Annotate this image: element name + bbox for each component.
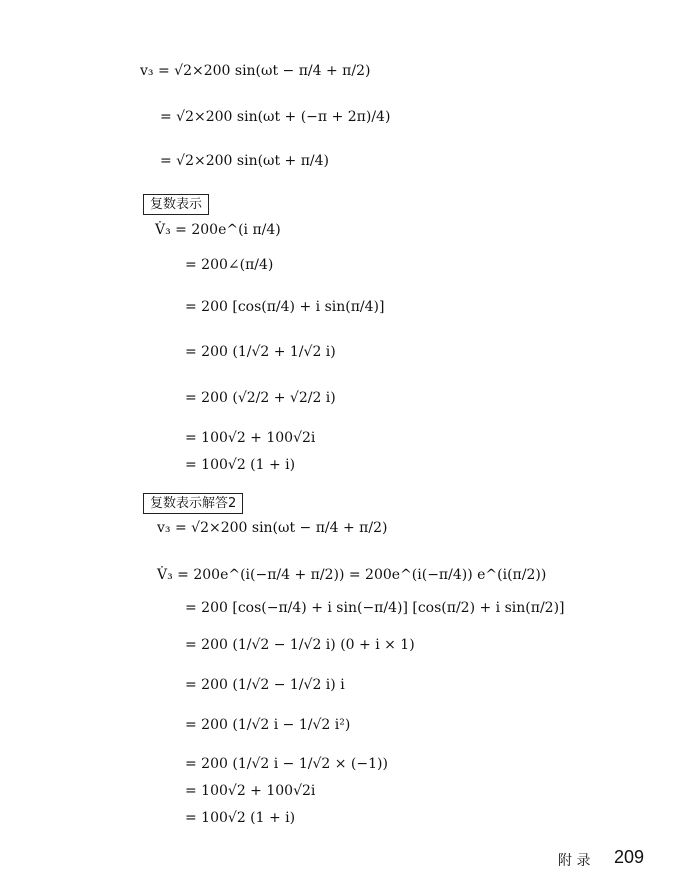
equation-line: = 200∠(π/4): [185, 257, 274, 273]
equation-line: = √2×200 sin(ωt + π/4): [160, 153, 330, 169]
equation-line: V̇₃ = 200e^(i(−π/4 + π/2)) = 200e^(i(−π/4)) e^(i(π/2)): [157, 567, 547, 583]
equation-line: v₃ = √2×200 sin(ωt − π/4 + π/2): [140, 63, 371, 79]
appendix-label: 附 录: [558, 853, 591, 869]
equation-line: = 200 [cos(π/4) + i sin(π/4)]: [185, 299, 385, 315]
section-label: 复数表示解答2: [143, 493, 243, 514]
equation-line: = 100√2 (1 + i): [185, 810, 296, 826]
equation-line: = 200 (1/√2 i − 1/√2 × (−1)): [185, 756, 388, 772]
equation-line: = 100√2 (1 + i): [185, 457, 296, 473]
equation-line: V̇₃ = 200e^(i π/4): [155, 222, 281, 238]
equation-line: = 100√2 + 100√2i: [185, 430, 316, 446]
equation-line: = 200 (1/√2 − 1/√2 i) i: [185, 677, 345, 693]
equation-line: v₃ = √2×200 sin(ωt − π/4 + π/2): [157, 520, 388, 536]
equation-line: = 200 [cos(−π/4) + i sin(−π/4)] [cos(π/2) + i sin(π/2)]: [185, 600, 565, 616]
section-label: 复数表示: [143, 194, 209, 215]
equation-line: = 200 (1/√2 i − 1/√2 i²): [185, 717, 351, 733]
equation-line: = 100√2 + 100√2i: [185, 783, 316, 799]
page-number: 209: [614, 847, 645, 867]
equation-line: = 200 (1/√2 + 1/√2 i): [185, 344, 336, 360]
equation-line: = 200 (√2/2 + √2/2 i): [185, 390, 336, 406]
equation-line: = √2×200 sin(ωt + (−π + 2π)/4): [160, 109, 391, 125]
equation-line: = 200 (1/√2 − 1/√2 i) (0 + i × 1): [185, 637, 415, 653]
